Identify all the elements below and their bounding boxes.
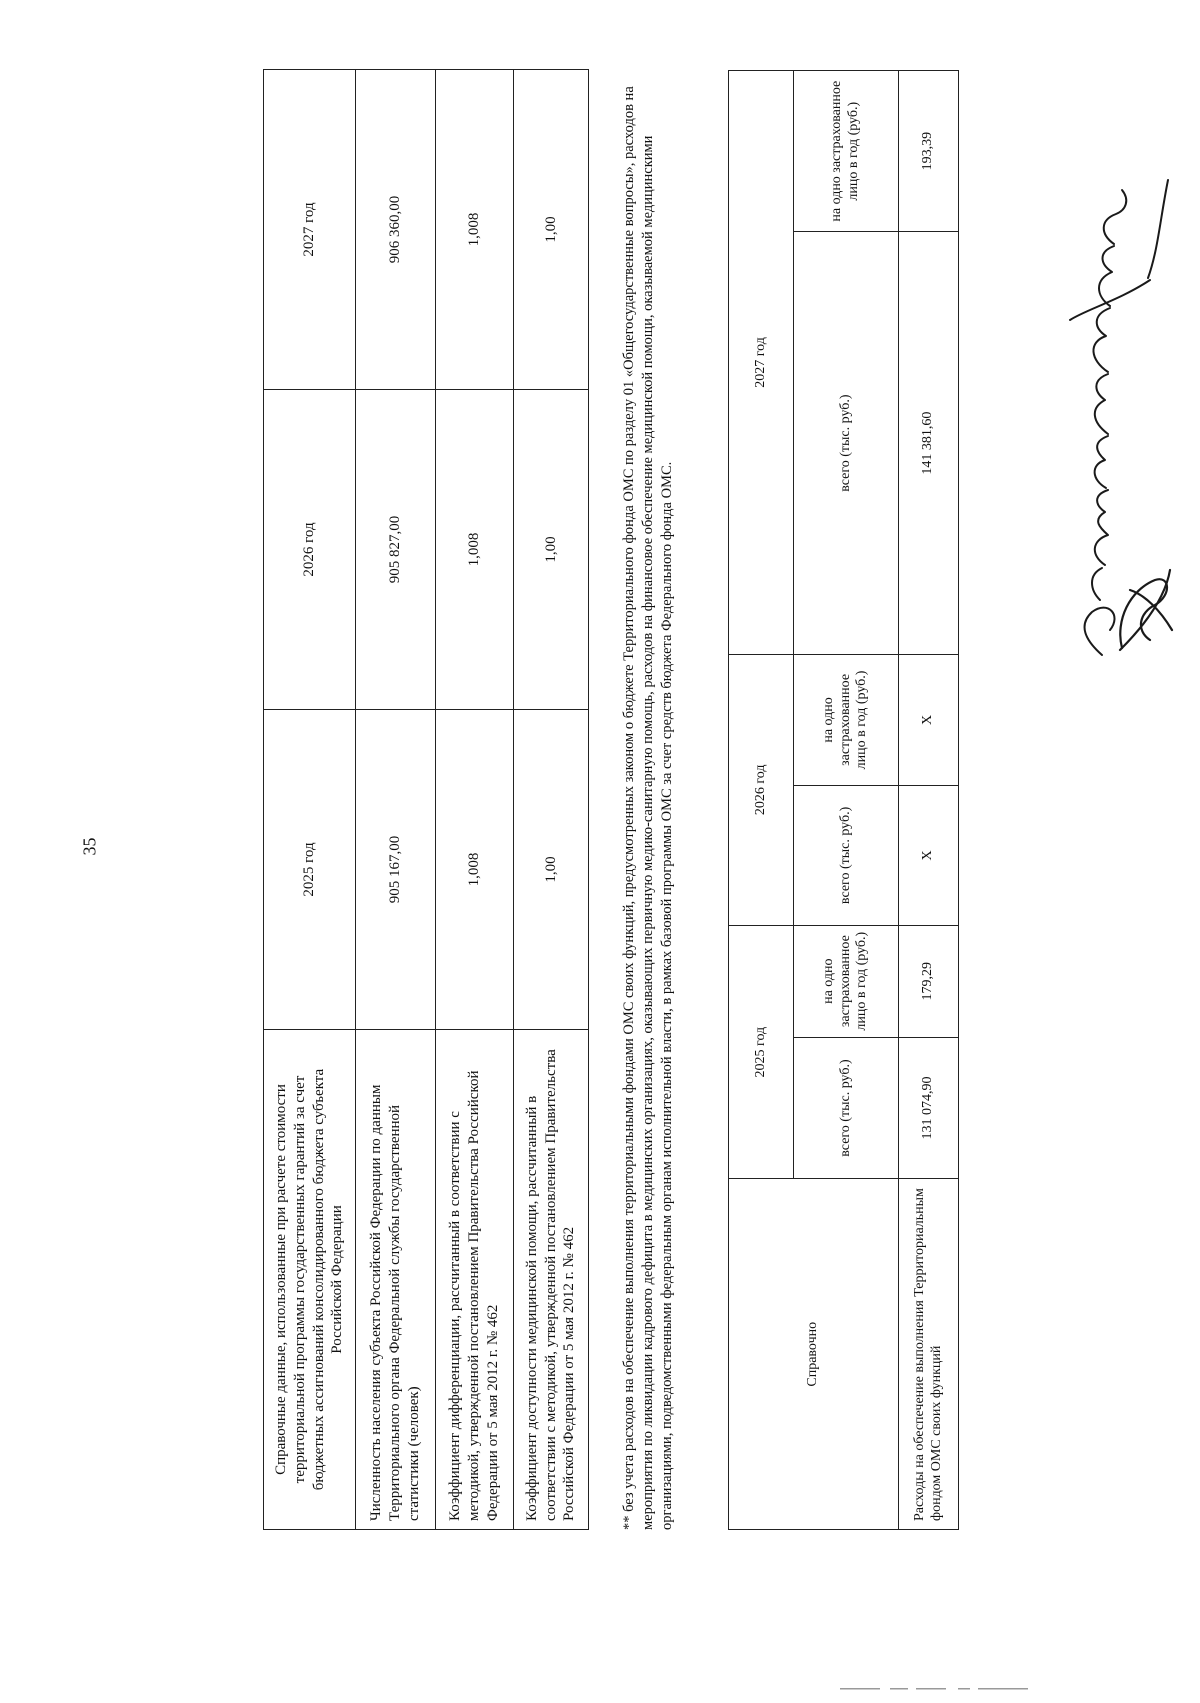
cell-value: 1,008 xyxy=(436,710,514,1030)
year-header: 2027 год xyxy=(729,71,794,655)
cell-value: 906 360,00 xyxy=(356,70,436,390)
year-header: 2025 год xyxy=(729,925,794,1179)
reference-data-table-block xyxy=(263,70,588,1530)
expenses-table xyxy=(728,70,959,1530)
subheader-per-person: на одно застрахованное лицо в год (руб.) xyxy=(794,71,899,232)
subheader-per-person: на одно застрахованное лицо в год (руб.) xyxy=(794,925,899,1037)
subheader-total: всего (тыс. руб.) xyxy=(794,1037,899,1179)
cell-value: 1,008 xyxy=(436,70,514,390)
year-header: 2025 год xyxy=(264,710,356,1030)
year-header: 2026 год xyxy=(729,654,794,925)
signature-initial xyxy=(1110,560,1180,660)
table-row xyxy=(356,70,436,1530)
subheader-total: всего (тыс. руб.) xyxy=(794,232,899,655)
table-row xyxy=(514,70,589,1530)
page-number: 35 xyxy=(79,837,100,855)
cell-value: 905 827,00 xyxy=(356,390,436,710)
cell-value: 193,39 xyxy=(899,71,959,232)
reference-data-table xyxy=(263,69,589,1530)
cell-value: 1,00 xyxy=(514,390,589,710)
table-header-row xyxy=(264,70,356,1530)
footnote-block xyxy=(620,70,715,1530)
table-header-label: Справочные данные, использованные при расчете стоимости территориальной программы государственных гарантий за счет бюджетных ассигнований консолидированного бюджета субъекта Российской Федерации xyxy=(264,1030,356,1530)
cell-value: 141 381,60 xyxy=(899,232,959,655)
cell-value: 179,29 xyxy=(899,925,959,1037)
year-header: 2027 год xyxy=(264,70,356,390)
cell-value: X xyxy=(899,786,959,926)
table-row xyxy=(899,71,959,1530)
table-row xyxy=(436,70,514,1530)
subheader-total: всего (тыс. руб.) xyxy=(794,786,899,926)
row-label: Расходы на обеспечение выполнения Территориальным фондом ОМС своих функций xyxy=(899,1179,959,1530)
cell-value: X xyxy=(899,654,959,785)
cell-value: 131 074,90 xyxy=(899,1037,959,1179)
scan-artifact xyxy=(840,1686,1040,1692)
row-label: Коэффициент дифференциации, рассчитанный в соответствии с методикой, утвержденной постановлением Правительства Российской Федерации от 5 мая 2012 г. № 462 xyxy=(436,1030,514,1530)
cell-value: 1,00 xyxy=(514,70,589,390)
table-header-row xyxy=(729,71,794,1530)
cell-value: 905 167,00 xyxy=(356,710,436,1030)
expenses-table-block xyxy=(728,70,944,1530)
table-header-label: Справочно xyxy=(729,1179,899,1530)
cell-value: 1,00 xyxy=(514,710,589,1030)
footnote: ** без учета расходов на обеспечение выполнения территориальными фондами ОМС своих функций, предусмотренных законом о бюджете Территориального фонда ОМС по разделу 01 «Общегосударственные вопросы», расходов на мероприятия по ликвидации кадрового дефицита в медицинских организациях, оказывающих первичную медико-санитарную помощь, расходов на финансовое обеспечение медицинской помощи, оказываемой медицинскими организациями, подведомственными федеральным органам исполнительной власти, в рамках базовой программы ОМС за счет средств бюджета Федерального фонда ОМС. xyxy=(621,86,676,1530)
year-header: 2026 год xyxy=(264,390,356,710)
cell-value: 1,008 xyxy=(436,390,514,710)
row-label: Численность населения субъекта Российской Федерации по данным Территориального органа Федеральной службы государственной статистики (человек) xyxy=(356,1030,436,1530)
row-label: Коэффициент доступности медицинской помощи, рассчитанный в соответствии с методикой, утвержденной постановлением Правительства Российской Федерации от 5 мая 2012 г. № 462 xyxy=(514,1030,589,1530)
subheader-per-person: на одно застрахованное лицо в год (руб.) xyxy=(794,654,899,785)
